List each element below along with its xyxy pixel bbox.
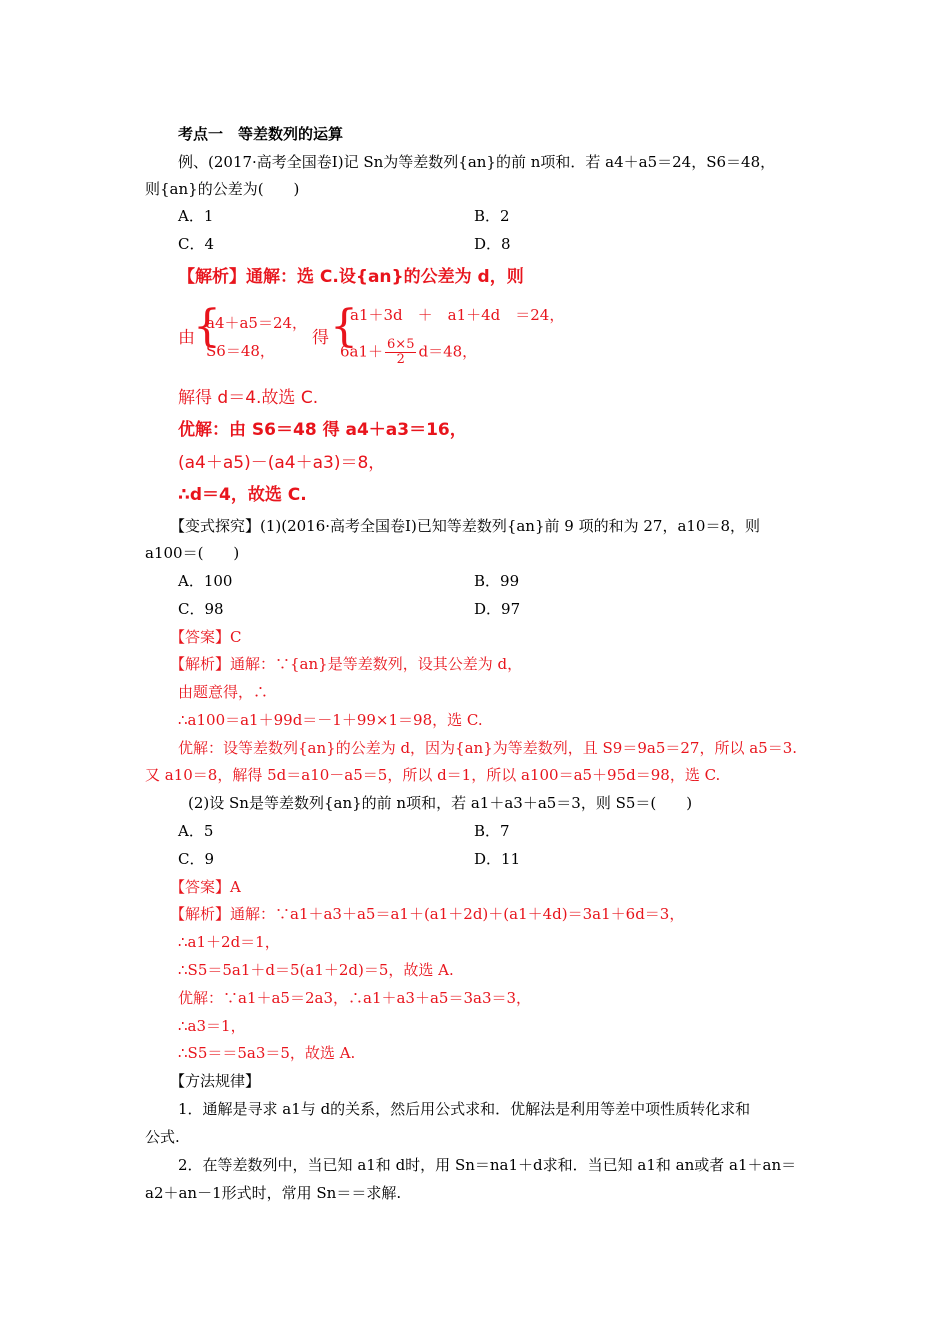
variant2-question: (2)设 Sn是等差数列{an}的前 n项和，若 a1＋a3＋a5＝3，则 S5＝( )	[188, 794, 693, 812]
example-question-line1: 例、(2017·高考全国卷Ⅰ)记 Sn为等差数列{an}的前 n项和．若 a4＋a5＝24，S6＝48，	[178, 153, 776, 171]
variant1-option-d: D．97	[474, 600, 521, 618]
variant1-solution-4: 优解：设等差数列{an}的公差为 d，因为{an}为等差数列，且 S9＝9a5＝27，所以 a5＝3.	[178, 739, 798, 757]
variant1-question-line2: a100＝( )	[145, 544, 240, 562]
example-option-b: B．2	[474, 207, 510, 225]
method-point-2b: a2＋an－1形式时，常用 Sn＝＝求解.	[145, 1184, 402, 1202]
method-point-1b: 公式.	[145, 1128, 180, 1146]
fraction-numerator: 6×5	[387, 337, 415, 352]
system-left-eq1: a4＋a5＝24，	[206, 314, 308, 332]
left-brace-icon: {	[193, 301, 221, 352]
method-title: 【方法规律】	[170, 1072, 261, 1090]
variant2-answer: 【答案】A	[170, 878, 241, 896]
variant1-solution-3: ∴a100＝a1＋99d＝－1＋99×1＝98，选 C.	[178, 711, 483, 729]
variant2-solution-5: ∴a3＝1，	[178, 1017, 246, 1035]
system-prefix: 由	[178, 328, 195, 348]
variant2-solution-4: 优解：∵a1＋a5＝2a3，∴a1＋a3＋a5＝3a3＝3，	[178, 989, 532, 1007]
variant1-solution-1: 【解析】通解：∵{an}是等差数列，设其公差为 d，	[170, 655, 523, 673]
system-right-eq2-b: d＝48，	[418, 342, 478, 361]
system-mid: 得	[312, 328, 329, 348]
variant2-option-a: A．5	[178, 822, 214, 840]
section-title: 考点一 等差数列的运算	[178, 125, 344, 143]
left-brace-icon: {	[330, 301, 358, 352]
example-solution-2: 解得 d＝4.故选 C.	[178, 388, 319, 408]
example-solution-1: 【解析】通解：选 C.设{an}的公差为 d，则	[178, 267, 524, 287]
system-right-eq1: a1＋3d ＋ a1＋4d ＝24，	[350, 306, 565, 324]
example-solution-5: ∴d＝4，故选 C.	[178, 485, 307, 505]
system-right-eq2-a: 6a1＋	[340, 342, 384, 361]
variant2-option-b: B．7	[474, 822, 510, 840]
variant1-solution-2: 由题意得，∴	[178, 683, 269, 701]
variant2-solution-3: ∴S5＝5a1＋d＝5(a1＋2d)＝5，故选 A.	[178, 961, 454, 979]
system-left-eq2: S6＝48，	[206, 342, 275, 360]
method-point-2a: 2．在等差数列中，当已知 a1和 d时，用 Sn＝na1＋d求和．当已知 a1和 an或者 a1＋an＝	[178, 1156, 797, 1174]
fraction-denominator: 2	[396, 352, 405, 367]
example-question-line2: 则{an}的公差为( )	[145, 180, 300, 198]
variant1-answer: 【答案】C	[170, 628, 242, 646]
variant2-solution-1: 【解析】通解：∵a1＋a3＋a5＝a1＋(a1＋2d)＋(a1＋4d)＝3a1＋6d＝3，	[170, 905, 685, 923]
system-right-eq2	[340, 338, 477, 367]
example-option-c: C．4	[178, 235, 215, 253]
example-option-a: A．1	[178, 207, 214, 225]
variant2-option-c: C．9	[178, 850, 215, 868]
variant2-solution-2: ∴a1＋2d＝1，	[178, 933, 280, 951]
variant1-question-line1: 【变式探究】(1)(2016·高考全国卷Ⅰ)已知等差数列{an}前 9 项的和为 27，a10＝8，则	[170, 517, 761, 535]
variant1-solution-5: 又 a10＝8，解得 5d＝a10－a5＝5，所以 d＝1，所以 a100＝a5＋95d＝98，选 C.	[145, 766, 721, 784]
variant1-option-a: A．100	[178, 572, 233, 590]
example-solution-3: 优解：由 S6＝48 得 a4＋a3＝16，	[178, 420, 467, 440]
variant2-option-d: D．11	[474, 850, 521, 868]
variant2-solution-6: ∴S5＝＝5a3＝5，故选 A.	[178, 1044, 356, 1062]
method-point-1a: 1．通解是寻求 a1与 d的关系，然后用公式求和．优解法是利用等差中项性质转化求和	[178, 1100, 751, 1118]
variant1-option-c: C．98	[178, 600, 224, 618]
fraction	[385, 338, 416, 367]
example-solution-4: (a4＋a5)－(a4＋a3)＝8，	[178, 453, 386, 473]
variant1-option-b: B．99	[474, 572, 520, 590]
example-option-d: D．8	[474, 235, 511, 253]
